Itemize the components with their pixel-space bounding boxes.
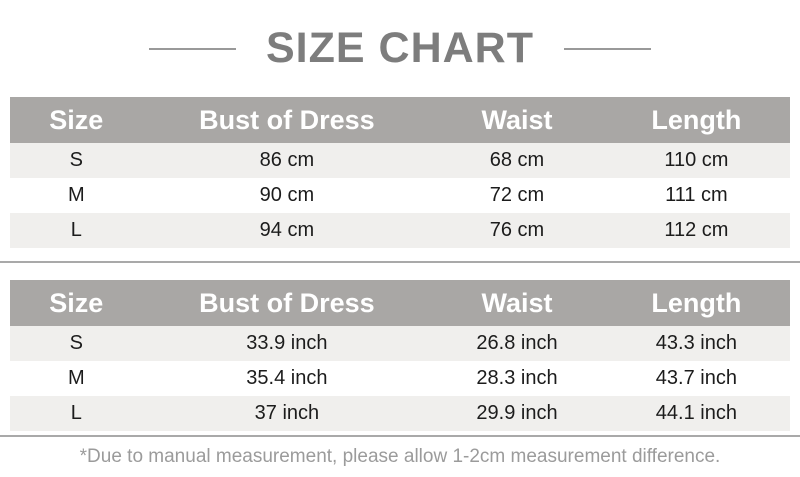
column-header-length: Length — [603, 280, 790, 326]
size-table-inch — [10, 280, 790, 431]
table-row-m-cm — [10, 178, 790, 213]
column-header-bust: Bust of Dress — [143, 280, 432, 326]
table-row-s-inch — [10, 326, 790, 361]
cell-bust: 35.4 inch — [246, 367, 328, 389]
cell-waist: 28.3 inch — [476, 367, 558, 389]
table-separator-line — [0, 261, 800, 263]
cell-size: S — [69, 332, 83, 354]
cell-bust: 37 inch — [254, 402, 320, 424]
cell-length: 111 cm — [665, 184, 728, 206]
column-header-size: Size — [10, 97, 143, 143]
title-divider-left — [149, 48, 236, 50]
cell-size: M — [67, 184, 85, 206]
cell-bust: 90 cm — [259, 184, 315, 206]
cell-size: L — [70, 219, 82, 241]
cell-size: M — [67, 367, 85, 389]
cell-length: 44.1 inch — [655, 402, 737, 424]
cell-length: 112 cm — [664, 219, 729, 241]
cell-bust: 33.9 inch — [246, 332, 328, 354]
size-chart-title-block — [0, 0, 800, 97]
table-header-row — [10, 97, 790, 143]
bottom-separator-line — [0, 435, 800, 437]
column-header-waist: Waist — [431, 97, 603, 143]
cell-waist: 26.8 inch — [476, 332, 558, 354]
page-title: SIZE CHART — [266, 24, 534, 72]
cell-length: 110 cm — [664, 149, 729, 171]
column-header-size: Size — [10, 280, 143, 326]
table-row-s-cm — [10, 143, 790, 178]
column-header-length: Length — [603, 97, 790, 143]
cell-length: 43.3 inch — [655, 332, 737, 354]
table-row-m-inch — [10, 361, 790, 396]
table-header-row — [10, 280, 790, 326]
cell-waist: 72 cm — [489, 184, 545, 206]
measurement-note: *Due to manual measurement, please allow 1-2cm measurement difference. — [79, 446, 721, 467]
column-header-waist: Waist — [431, 280, 603, 326]
cell-waist: 68 cm — [489, 149, 545, 171]
cell-waist: 76 cm — [489, 219, 545, 241]
cell-size: S — [69, 149, 83, 171]
cell-size: L — [70, 402, 82, 424]
title-divider-right — [564, 48, 651, 50]
table-row-l-cm — [10, 213, 790, 248]
column-header-bust: Bust of Dress — [143, 97, 432, 143]
cell-length: 43.7 inch — [655, 367, 737, 389]
table-row-l-inch — [10, 396, 790, 431]
size-table-cm — [10, 97, 790, 248]
cell-bust: 86 cm — [259, 149, 315, 171]
cell-bust: 94 cm — [259, 219, 315, 241]
cell-waist: 29.9 inch — [476, 402, 558, 424]
